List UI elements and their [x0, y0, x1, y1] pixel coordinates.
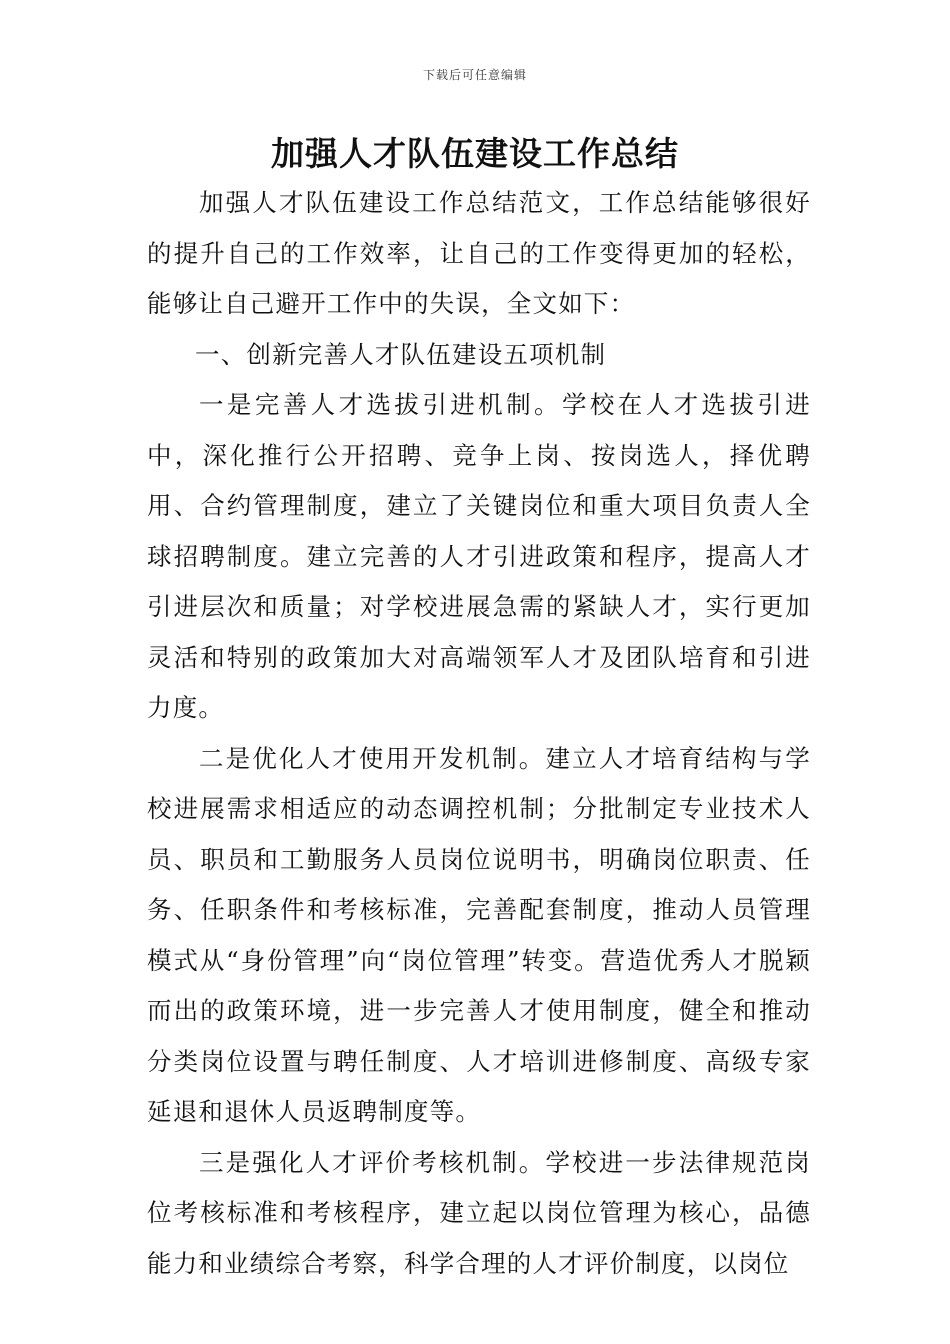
- body-paragraph: 三是强化人才评价考核机制。学校进一步法律规范岗位考核标准和考核程序，建立起以岗位管理为核心，品德能力和业绩综合考察，科学合理的人才评价制度，以岗位: [147, 1147, 811, 1278]
- intro-paragraph: 加强人才队伍建设工作总结范文，工作总结能够很好的提升自己的工作效率，让自己的工作变得更加的轻松，能够让自己避开工作中的失误，全文如下：: [147, 188, 811, 318]
- section-heading: 一、创新完善人才队伍建设五项机制: [195, 339, 607, 369]
- body-paragraph: 二是优化人才使用开发机制。建立人才培育结构与学校进展需求相适应的动态调控机制；分批制定专业技术人员、职员和工勤服务人员岗位说明书，明确岗位职责、任务、任职条件和考核标准，完善配套制度，推动人员管理模式从“身份管理”向“岗位管理”转变。营造优秀人才脱颖而出的政策环境，进一步完善人才使用制度，健全和推动分类岗位设置与聘任制度、人才培训进修制度、高级专家延退和退休人员返聘制度等。: [147, 743, 811, 1126]
- document-body: [147, 178, 811, 1289]
- body-paragraph: 一是完善人才选拔引进机制。学校在人才选拔引进中，深化推行公开招聘、竞争上岗、按岗选人，择优聘用、合约管理制度，建立了关键岗位和重大项目负责人全球招聘制度。建立完善的人才引进政策和程序，提高人才引进层次和质量；对学校进展急需的紧缺人才，实行更加灵活和特别的政策加大对高端领军人才及团队培育和引进力度。: [147, 390, 811, 722]
- header-note: 下载后可任意编辑: [422, 68, 527, 82]
- document-title: 加强人才队伍建设工作总结: [271, 134, 679, 173]
